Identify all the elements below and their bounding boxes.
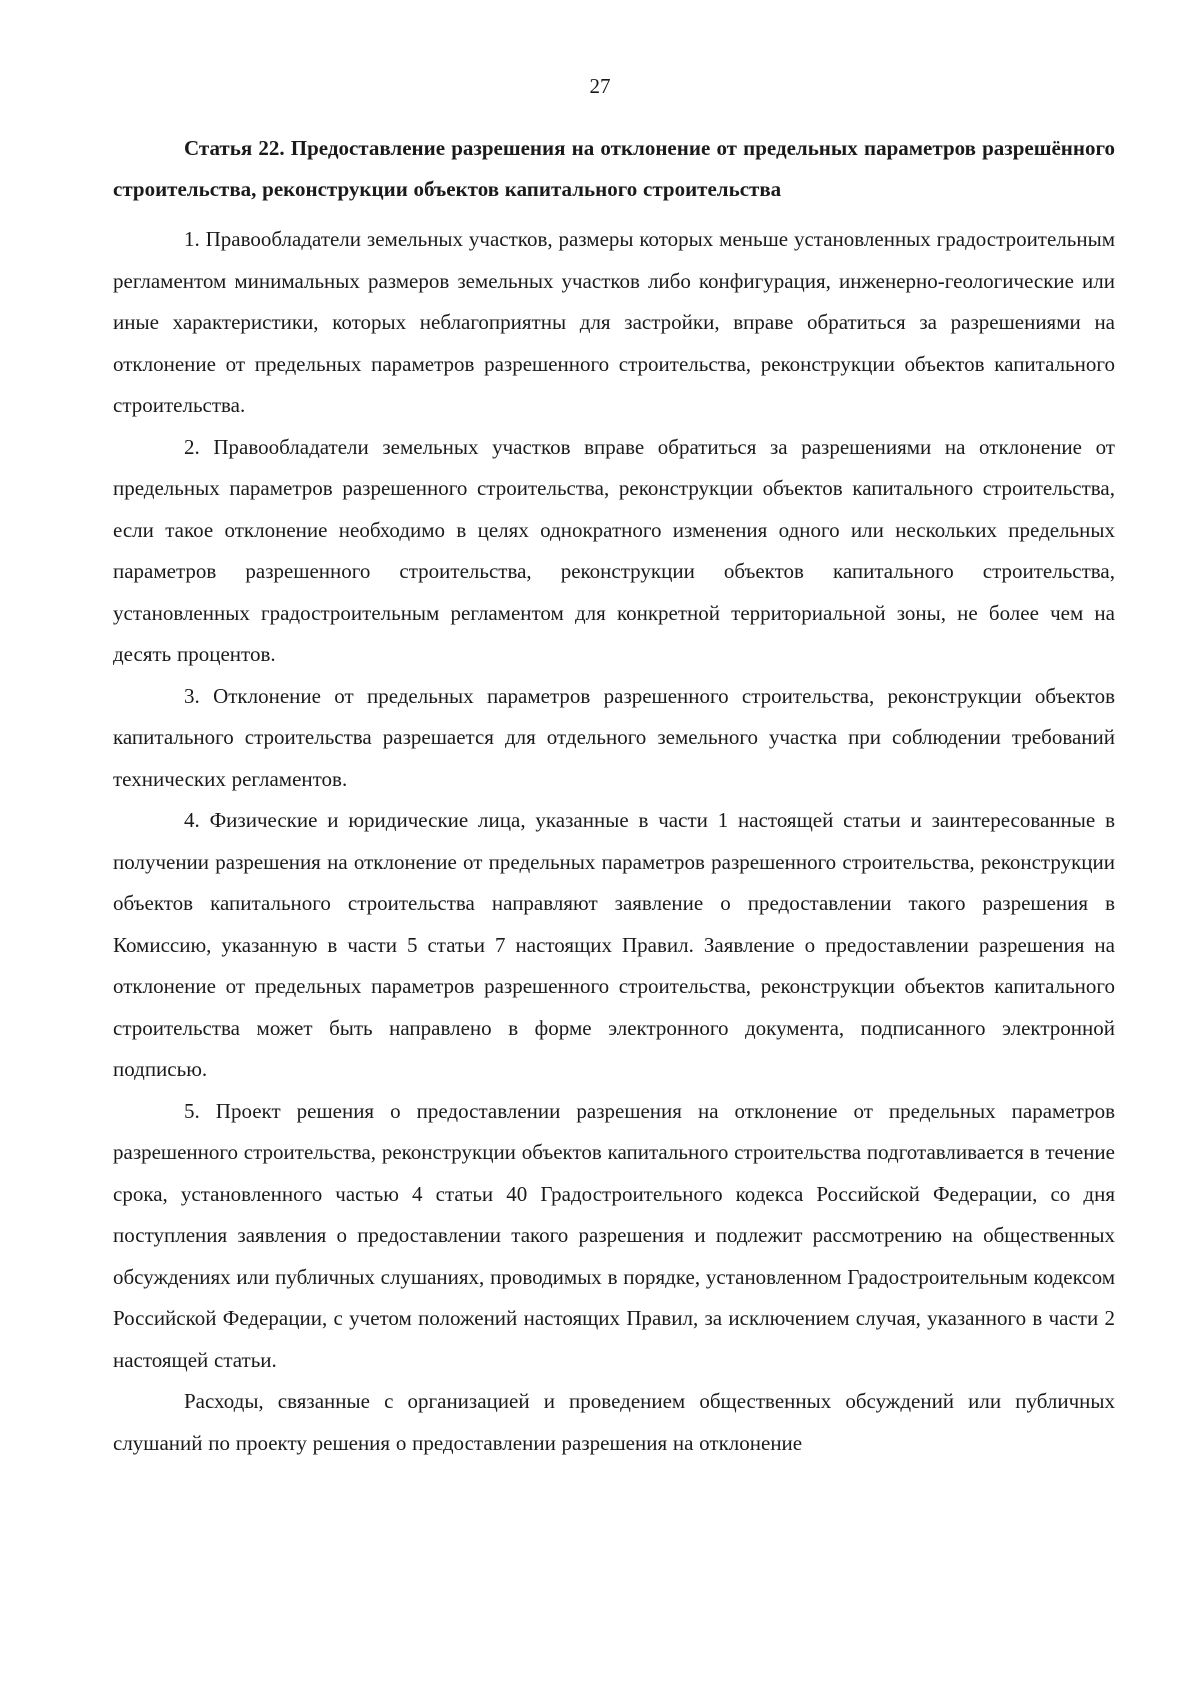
paragraph-2: 2. Правообладатели земельных участков вправе обратиться за разрешениями на отклонение от предельных параметров разрешенного строительства, реконструкции объектов капитального строительства, если такое отклонение необходимо в целях однократного изменения одного или нескольких предельных параметров разрешенного строительства, реконструкции объектов капитального строительства, установленных градостроительным регламентом для конкретной территориальной зоны, не более чем на десять процентов. (113, 434, 1115, 666)
paragraph-4: 4. Физические и юридические лица, указанные в части 1 настоящей статьи и заинтересованные в получении разрешения на отклонение от предельных параметров разрешенного строительства, реконструкции объектов капитального строительства направляют заявление о предоставлении такого разрешения в Комиссию, указанную в части 5 статьи 7 настоящих Правил. Заявление о предоставлении разрешения на отклонение от предельных параметров разрешенного строительства, реконструкции объектов капитального строительства может быть направлено в форме электронного документа, подписанного электронной подписью. (113, 808, 1115, 1081)
paragraph-5: 5. Проект решения о предоставлении разрешения на отклонение от предельных параметров разрешенного строительства, реконструкции объектов капитального строительства подготавливается в течение срока, установленного частью 4 статьи 40 Градостроительного кодекса Российской Федерации, со дня поступления заявления о предоставлении такого разрешения и подлежит рассмотрению на общественных обсуждениях или публичных слушаниях, проводимых в порядке, установленном Градостроительным кодексом Российской Федерации, с учетом положений настоящих Правил, за исключением случая, указанного в части 2 настоящей статьи. (113, 1098, 1115, 1372)
article-title: Статья 22. Предоставление разрешения на отклонение от предельных параметров разрешённого строительства, реконструкции объектов капитального строительства (113, 136, 1115, 201)
document-body (113, 128, 1115, 1464)
paragraph-3: 3. Отклонение от предельных параметров разрешенного строительства, реконструкции объектов капитального строительства разрешается для отдельного земельного участка при соблюдении требований технических регламентов. (113, 683, 1115, 791)
page-number: 27 (589, 74, 611, 98)
paragraph-1: 1. Правообладатели земельных участков, размеры которых меньше установленных градостроительным регламентом минимальных размеров земельных участков либо конфигурация, инженерно-геологические или иные характеристики, которых неблагоприятны для застройки, вправе обратиться за разрешениями на отклонение от предельных параметров разрешенного строительства, реконструкции объектов капитального строительства. (113, 227, 1115, 417)
paragraph-expenses: Расходы, связанные с организацией и проведением общественных обсуждений или публичных слушаний по проекту решения о предоставлении разрешения на отклонение (113, 1389, 1115, 1455)
